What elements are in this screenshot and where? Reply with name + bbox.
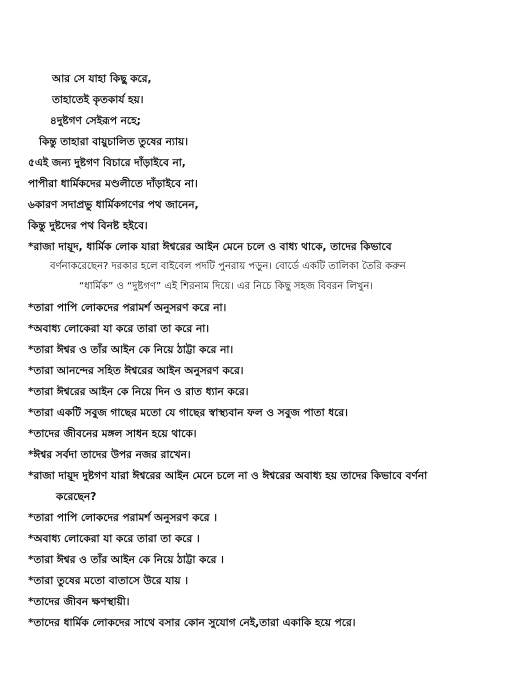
righteous-point-4: *তারা আনন্দের সহিত ঈশ্বরের আইন অনুসরণ করে। — [28, 365, 244, 377]
instruction-line-2: “ধার্মিক” ও “দুষ্টগণ” এই শিরনাম দিয়ে। এর নিচে কিছু সহজ বিবরন লিখুন। — [79, 281, 373, 292]
verse-line-5: ৫এই জন্য দুষ্টগণ বিচারে দাঁড়াইবে না, — [28, 157, 186, 169]
wicked-point-4: *তারা তুষের মতো বাতাসে উরে যায় । — [28, 575, 188, 587]
wicked-point-1: *তারা পাপি লোকদের পরামর্শ অনুসরণ করে । — [28, 512, 217, 524]
righteous-point-7: *তাদের জীবনের মঙ্গল সাধন হয়ে থাকে। — [28, 428, 197, 440]
verse-line-1: আর সে যাহা কিছু করে, — [52, 73, 152, 85]
wicked-point-6: *তাদের ধার্মিক লোকদের সাথে বসার কোন সুযোগ নেই,তারা একাকি হয়ে পরে। — [28, 617, 356, 629]
verse-line-6b: কিন্তু দুষ্টদের পথ বিনষ্ট হইবে। — [28, 220, 148, 232]
verse-line-4: ৪দুষ্টগণ সেইরূপ নহে; — [50, 115, 141, 127]
righteous-point-3: *তারা ঈশ্বর ও তাঁর আইন কে নিয়ে ঠাট্টা করে না। — [28, 344, 234, 356]
wicked-point-3: *তারা ঈশ্বর ও তাঁর আইন কে নিয়ে ঠাট্টা করে । — [28, 554, 224, 566]
righteous-point-1: *তারা পাপি লোকদের পরামর্শ অনুসরণ করে না। — [28, 302, 227, 314]
question-wicked-cont: করেছেন? — [56, 491, 97, 503]
question-righteous: *রাজা দায়ূদ, ধার্মিক লোক যারা ঈশ্বরের আইন মেনে চলে ও বাধ্য থাকে, তাদের কিভাবে — [28, 241, 392, 253]
wicked-point-5: *তাদের জীবন ক্ষণস্থায়ী। — [28, 596, 130, 608]
question-wicked: *রাজা দায়ূদ দুষ্টগণ যারা ঈশ্বরের আইন মেনে চলে না ও ঈশ্বরের অবাধ্য হয় তাদের কিভাবে বর্ণনা — [28, 470, 428, 482]
righteous-point-8: *ঈশ্বর সর্বদা তাদের উপর নজর রাখেন। — [28, 449, 191, 461]
righteous-point-2: *অবাধ্য লোকেরা যা করে তারা তা করে না। — [28, 323, 210, 335]
righteous-point-6: *তারা একটি সবুজ গাছের মতো যে গাছের স্বাস্থ্যবান ফল ও সবুজ পাতা ধরে। — [28, 407, 348, 419]
wicked-point-2: *অবাধ্য লোকেরা যা করে তারা তা করে । — [28, 533, 200, 545]
verse-line-2: তাহাতেই কৃতকার্য হয়। — [52, 94, 144, 106]
righteous-point-5: *তারা ঈশ্বরের আইন কে নিয়ে দিন ও রাত ধ্যান করে। — [28, 386, 249, 398]
verse-line-5b: পাপীরা ধার্মিকদের মণ্ডলীতে দাঁড়াইবে না। — [28, 178, 198, 190]
verse-line-4b: কিন্তু তাহারা বায়ুচালিত তুষের ন্যায়। — [39, 136, 188, 148]
verse-line-6: ৬কারণ সদাপ্রভু ধার্মিকগণের পথ জানেন, — [28, 199, 199, 211]
instruction-line-1: বর্ণনাকরেছেন? দরকার হলে বাইবেল পদটি পুনরায় পড়ুন। বোর্ডে একটি তালিকা তৈরি করুন — [50, 261, 406, 272]
